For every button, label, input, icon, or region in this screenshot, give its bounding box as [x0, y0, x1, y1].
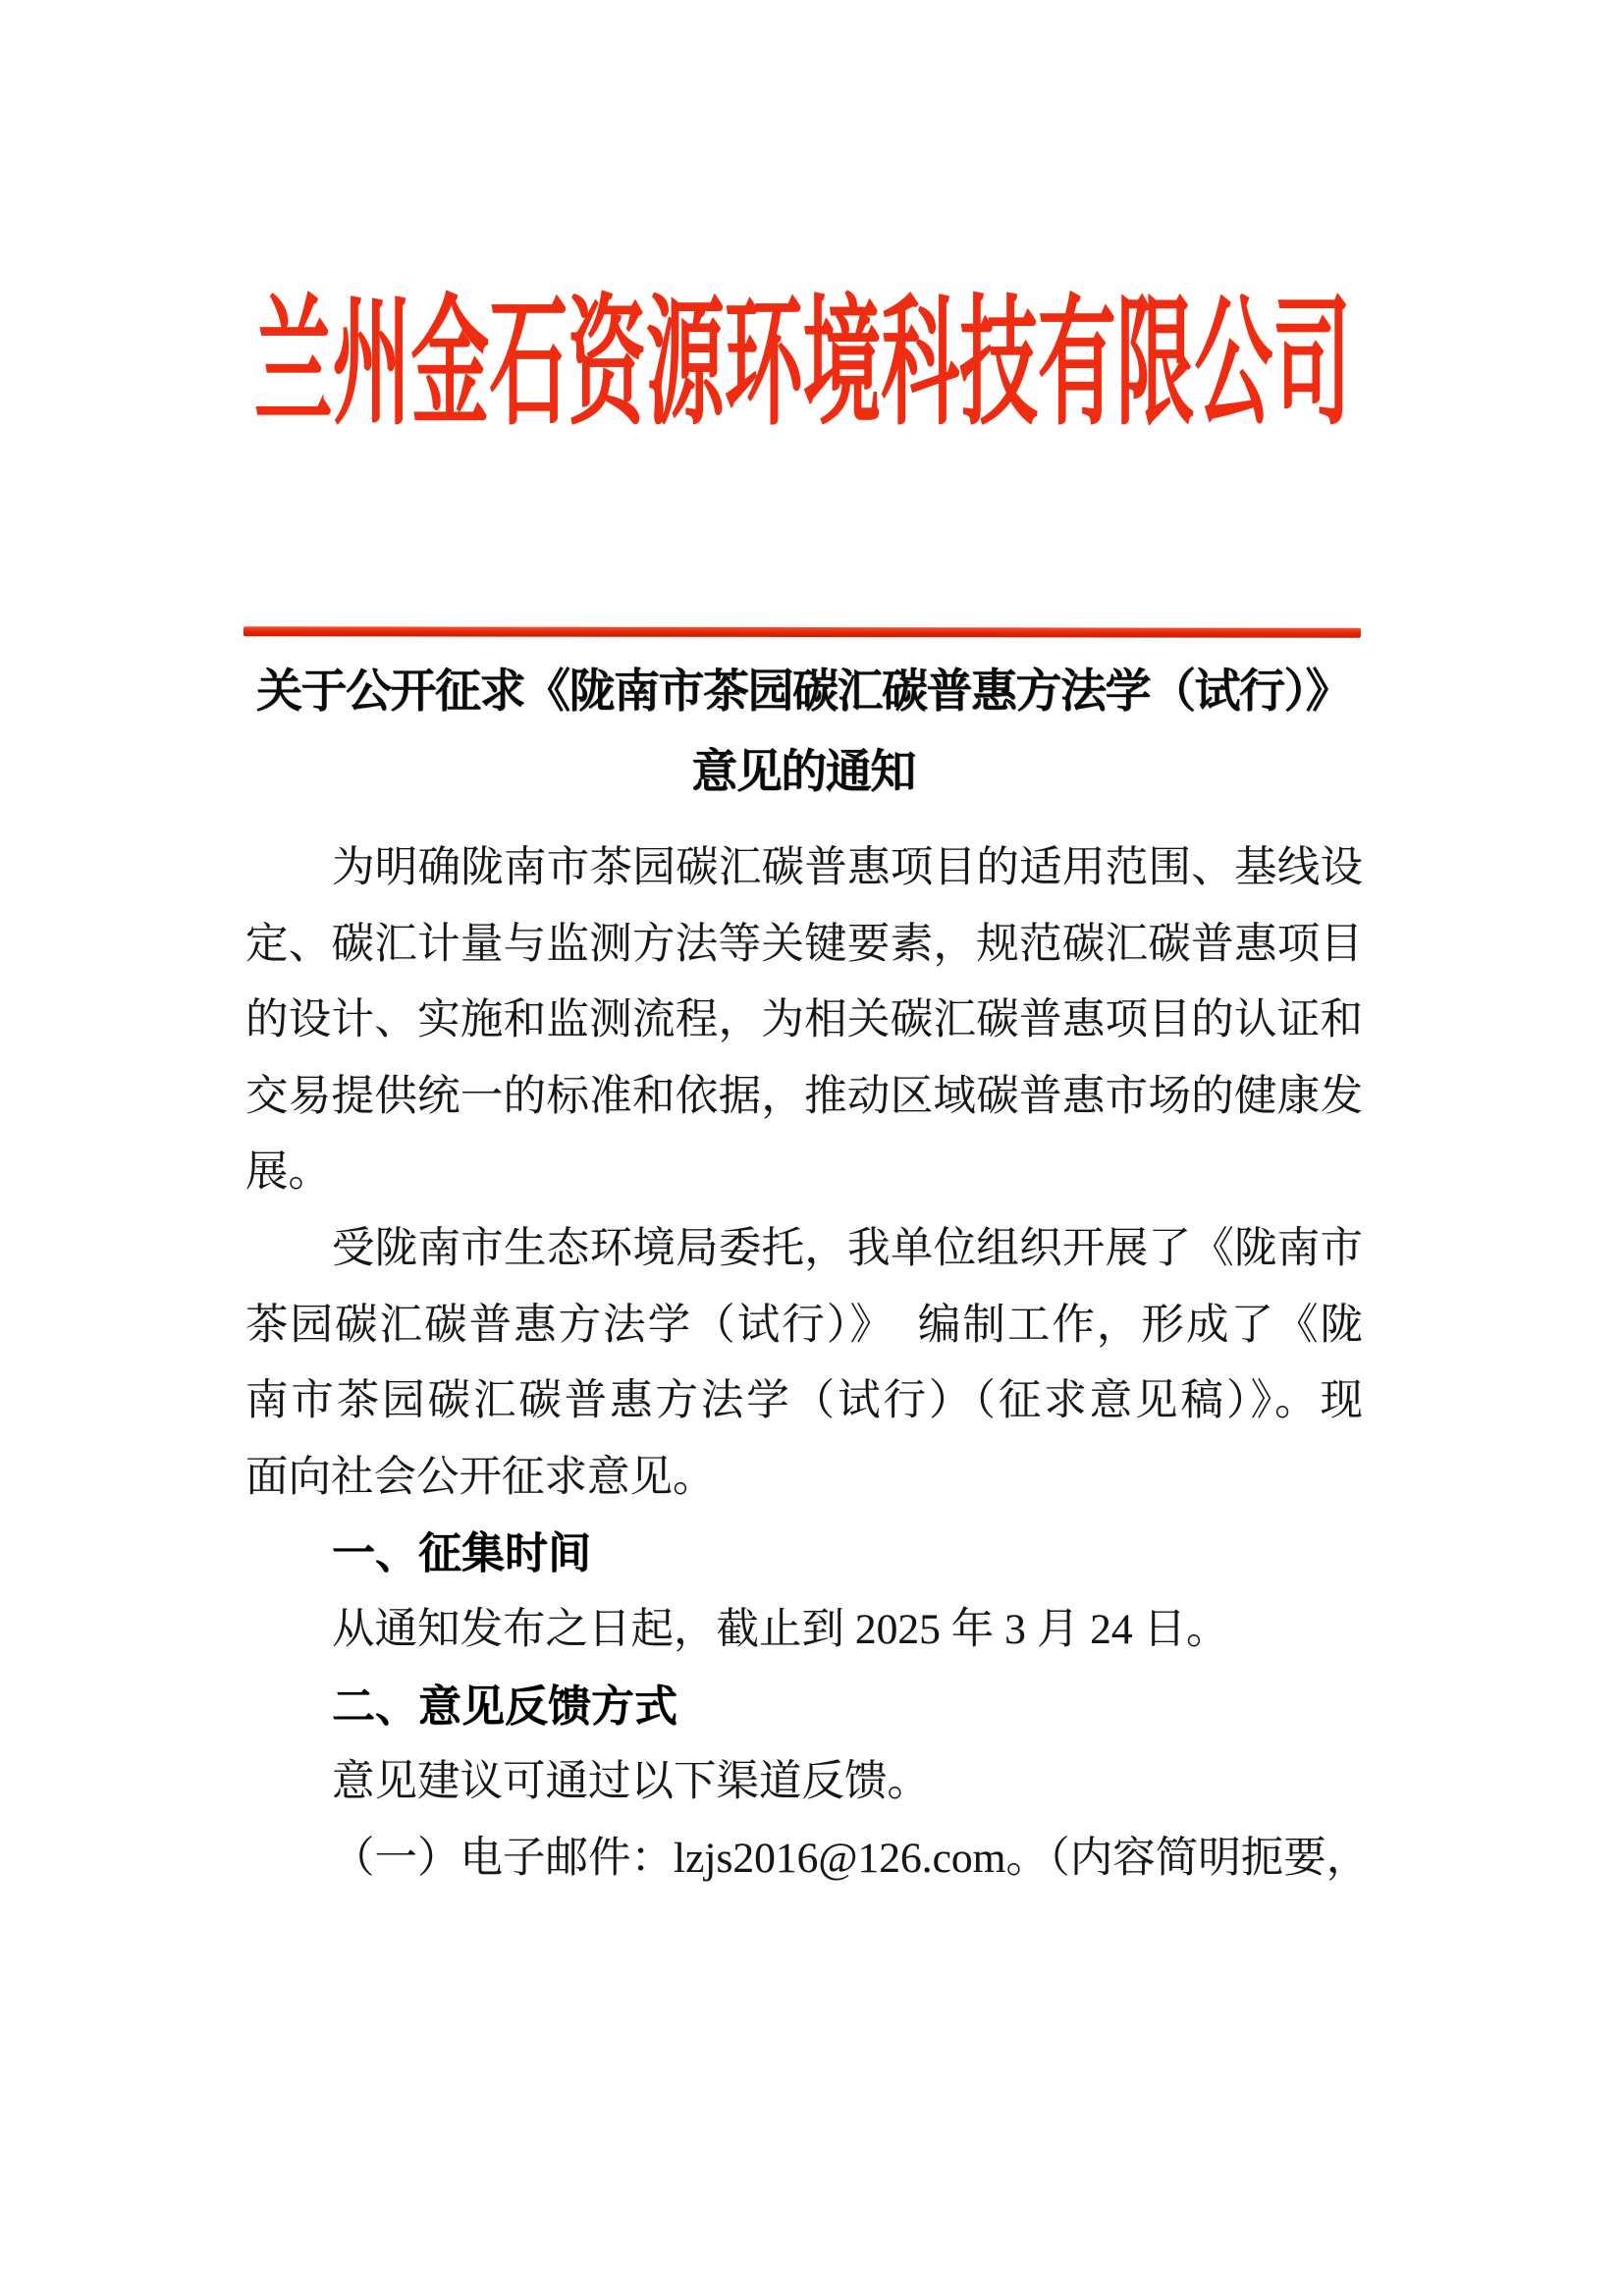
body-line: 意见建议可通过以下渠道反馈。 [332, 1758, 930, 1806]
body-line: 茶园碳汇碳普惠方法学（试行）》 编制工作，形成了《陇 [245, 1301, 1363, 1349]
body-line: 展。 [245, 1148, 331, 1197]
body-line: 面向社会公开征求意见。 [245, 1453, 716, 1501]
notice-title-line2: 意见的通知 [691, 747, 915, 798]
body-line: 南市茶园碳汇碳普惠方法学（试行）（征求意见稿）》。现 [245, 1377, 1363, 1425]
letterhead-company-name: 兰州金石资源环境科技有限公司 [254, 287, 1352, 442]
section-heading-feedback-method: 二、意见反馈方式 [332, 1682, 677, 1731]
body-line: 定、碳汇计量与监测方法等关键要素，规范碳汇碳普惠项目 [245, 920, 1363, 968]
section-heading-collection-period: 一、征集时间 [332, 1529, 591, 1578]
notice-title-line1: 关于公开征求《陇南市茶园碳汇碳普惠方法学（试行）》 [256, 667, 1350, 718]
letterhead-divider-rule [243, 626, 1361, 638]
body-line: 为明确陇南市茶园碳汇碳普惠项目的适用范围、基线设 [332, 844, 1363, 891]
body-line-deadline: 从通知发布之日起，截止到 2025 年 3 月 24 日。 [332, 1605, 1229, 1653]
body-line: 的设计、实施和监测流程，为相关碳汇碳普惠项目的认证和 [245, 996, 1363, 1044]
body-line: 交易提供统一的标准和依据，推动区域碳普惠市场的健康发 [245, 1072, 1363, 1120]
notice-title [243, 652, 1363, 813]
email-feedback-line: （一）电子邮件：lzjs2016@126.com。（内容简明扼要， [332, 1834, 1370, 1882]
body-line: 受陇南市生态环境局委托，我单位组织开展了《陇南市 [332, 1224, 1363, 1272]
notice-body [245, 830, 1370, 1896]
